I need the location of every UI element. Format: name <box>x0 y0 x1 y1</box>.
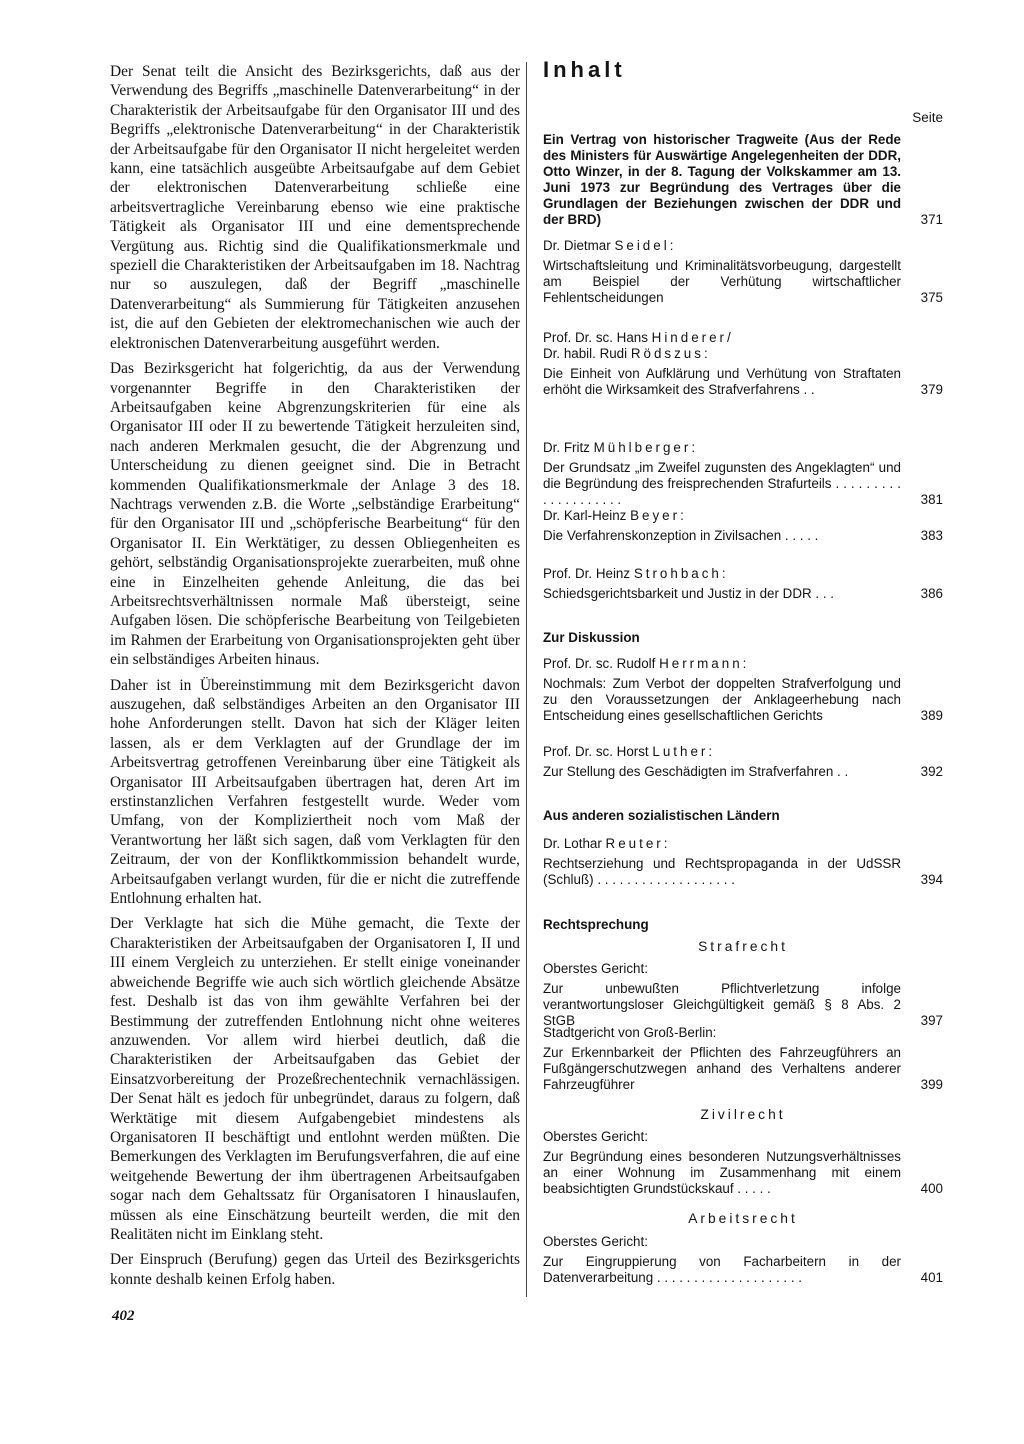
toc-entry <box>543 836 943 888</box>
toc-entry-page: 386 <box>920 586 943 601</box>
toc-entry-title: Der Grundsatz „im Zweifel zugunsten des Angeklagten“ und die Begründung des freisprechenden Strafurteils . . . . . . . . . . . . . . . . . . . . <box>543 460 901 507</box>
toc-entry-title: Wirtschaftsleitung und Kriminalitätsvorbeugung, dargestellt am Beispiel der Verhütung wirtschaftlicher Fehlentscheidungen <box>543 258 901 305</box>
toc-entry-title: Zur Begründung eines besonderen Nutzungsverhältnisses an einer Wohnung im Zusammenhang mit einem beabsichtigten Grundstückskauf . . . . . <box>543 1149 901 1196</box>
author-suffix: : <box>680 508 684 523</box>
toc-entry-title: Nochmals: Zum Verbot der doppelten Strafverfolgung und zu den Voraussetzungen der Anklageerhebung nach Entscheidung eines gesellschaftlichen Gerichts <box>543 676 901 723</box>
toc-entry-title: Ein Vertrag von historischer Tragweite (Aus der Rede des Ministers für Auswärtige Angelegenheiten der DDR, Otto Winzer, in der 8. Tagung der Volkskammer am 13. Juni 1973 zur Begründung des Vertrages über die Grundlagen der Beziehungen zwischen der DDR und der BRD) <box>543 132 901 227</box>
toc-entry-title: Zur unbewußten Pflichtverletzung infolge verantwortungsloser Gleichgültigkeit gemäß § 8 Abs. 2 StGB <box>543 981 901 1028</box>
toc-entry <box>543 440 943 508</box>
author-first: Prof. Dr. Heinz <box>543 566 631 581</box>
toc-entry-author-2 <box>543 346 943 362</box>
toc-entry <box>543 330 943 398</box>
article-paragraph: Der Verklagte hat sich die Mühe gemacht, die Texte der Charakteristiken der Arbeitsaufgaben der Organisatoren I, II und III einem Vergleich zu unterziehen. Er stellt einige voneinander abweichende Begriffe wie auch sich wörtlich gleichende Absätze fest. Deshalb ist das von ihm gewählte Verfahren bei der Bestimmung der zutreffenden Entlohnung nicht ohne weiteres anzuwenden. Vor allem wird hierbei deutlich, daß die Charakteristiken der Arbeitsaufgaben das Gebiet der Einsatzvorbereitung der Prozeßrechentechnik vernachlässigen. Der Senat hält es jedoch für unbegründet, daraus zu folgern, daß Werktätige mit diesem Aufgabengebiet mindestens als Organisatoren II beschäftigt und entlohnt werden müßten. Die Bemerkungen des Verklagten im Berufungsverfahren, die auf eine weitgehende Bewertung der ihm übertragenen Arbeitsaufgaben sogar nach dem Gehaltssatz für Organisatoren I hinauslaufen, müssen als eine Einschätzung beurteilt werden, die mit den Realitäten nicht im Einklang steht. <box>110 915 520 1243</box>
toc-entry-author <box>543 238 943 254</box>
page-column-label: Seite <box>912 110 943 125</box>
author-surname: Mühlberger <box>593 440 692 455</box>
toc-entry-page: 397 <box>920 1013 943 1028</box>
toc-entry-page: 381 <box>920 492 943 507</box>
author-first: Dr. Lothar <box>543 836 602 851</box>
court-name: Oberstes Gericht: <box>543 961 648 976</box>
author-first: Dr. Karl-Heinz <box>543 508 627 523</box>
author-first: Dr. Dietmar <box>543 238 611 253</box>
toc-entry-title: Rechtserziehung und Rechtspropaganda in der UdSSR (Schluß) . . . . . . . . . . . . . . . . . . . <box>543 856 901 887</box>
toc-entry <box>543 1025 943 1093</box>
toc-entry-author <box>543 836 943 852</box>
toc-entry-author <box>543 440 943 456</box>
author-suffix: : <box>691 440 696 455</box>
toc-entry-page: 399 <box>920 1077 943 1092</box>
author-suffix: : <box>669 238 674 253</box>
article-paragraph: Das Bezirksgericht hat folgerichtig, da aus der Verwendung vorgenannter Begriffe in den Charakteristiken der Arbeitsaufgaben keine Abgrenzungskriterien für eine als Organisator III oder II zu bewertende Tätigkeit herzuleiten sind, nach anderen Merkmalen gesucht, die der Abgrenzung und Unterscheidung zu dienen geeignet sind. Die in Betracht kommenden Qualifikationsmerkmale der Anlage 3 des 18. Nachtrags verwenden z.B. die Worte „selbständige Erarbeitung“ für den Organisator III und „schöpferische Bearbeitung“ für den Organisator II. Ein Werktätiger, zu dessen Obliegenheiten es gehört, selbständig Organisationsprojekte zuerarbeiten, muß ohne eine in Einzelheiten gehende Anleitung, die das bei Arbeitsrechtsverhältnissen normale Maß übersteigt, seine Aufgaben lösen. Die schöpferische Bearbeitung von Teilgebieten im Rahmen der Erarbeitung von Organisationsprojekten geht über ein selbständiges Arbeiten hinaus. <box>110 360 520 669</box>
section-heading: Aus anderen sozialistischen Ländern <box>543 808 780 823</box>
author-first: Dr. Fritz <box>543 440 590 455</box>
section-heading: Rechtsprechung <box>543 917 649 932</box>
toc-entry <box>543 238 943 306</box>
toc-entry-page: 400 <box>920 1181 943 1196</box>
toc-entry-title: Zur Stellung des Geschädigten im Strafverfahren . . <box>543 764 849 779</box>
author-surname: Luther <box>652 744 709 759</box>
subsection-heading: Arbeitsrecht <box>688 1211 798 1226</box>
author-first: Prof. Dr. sc. Hans <box>543 330 648 345</box>
court-name: Oberstes Gericht: <box>543 1129 648 1144</box>
author-surname: Hinderer <box>651 330 728 345</box>
author-suffix: / <box>727 330 731 345</box>
toc-entry-page: 392 <box>920 764 943 779</box>
toc-entry-title: Zur Erkennbarkeit der Pflichten des Fahrzeugführers an Fußgängerschutzwegen anhand des Verhaltens anderer Fahrzeugführer <box>543 1045 901 1092</box>
toc-heading: Inhalt <box>543 57 626 82</box>
table-of-contents <box>543 57 943 1285</box>
toc-entry-author <box>543 330 943 346</box>
toc-entry-title: Zur Eingruppierung von Facharbeitern in der Datenverarbeitung . . . . . . . . . . . . . . . . . . . . <box>543 1254 901 1285</box>
toc-entry <box>543 128 943 228</box>
toc-entry-title: Die Verfahrenskonzeption in Zivilsachen . . . . . <box>543 528 819 543</box>
toc-entry-author <box>543 566 943 582</box>
toc-entry <box>543 1234 943 1286</box>
section-heading: Zur Diskussion <box>543 630 640 645</box>
author-surname: Seidel <box>614 238 670 253</box>
toc-entry-page: 401 <box>920 1270 943 1285</box>
author-suffix: : <box>721 566 726 581</box>
subsection-heading: Strafrecht <box>698 939 788 954</box>
author-suffix: : <box>663 836 668 851</box>
toc-entry-page: 389 <box>920 708 943 723</box>
toc-entry-page: 371 <box>920 212 943 227</box>
toc-entry <box>543 566 943 602</box>
article-column <box>110 62 520 1295</box>
toc-entry-title: Schiedsgerichtsbarkeit und Justiz in der DDR . . . <box>543 586 834 601</box>
author-first: Dr. habil. Rudi <box>543 346 628 361</box>
article-paragraph: Der Einspruch (Berufung) gegen das Urteil des Bezirksgerichts konnte deshalb keinen Erfolg haben. <box>110 1251 520 1288</box>
column-divider <box>526 62 527 1297</box>
toc-entry-page: 383 <box>920 528 943 543</box>
court-name: Stadtgericht von Groß-Berlin: <box>543 1025 717 1040</box>
toc-entry <box>543 744 943 780</box>
author-surname: Strohbach <box>633 566 722 581</box>
toc-entry-page: 375 <box>920 290 943 305</box>
toc-entry-author <box>543 744 943 760</box>
author-surname: Rödszus <box>630 346 704 361</box>
toc-entry-author <box>543 508 943 524</box>
author-surname: Beyer <box>630 508 681 523</box>
toc-entry-page: 394 <box>920 872 943 887</box>
author-first: Prof. Dr. sc. Horst <box>543 744 649 759</box>
author-surname: Reuter <box>605 836 664 851</box>
toc-entry <box>543 508 943 544</box>
author-suffix: : <box>742 656 747 671</box>
toc-entry <box>543 961 943 1029</box>
toc-entry-title: Die Einheit von Aufklärung und Verhütung von Straftaten erhöht die Wirksamkeit des Strafverfahrens . . <box>543 366 901 397</box>
court-name: Oberstes Gericht: <box>543 1234 648 1249</box>
article-paragraph: Daher ist in Übereinstimmung mit dem Bezirksgericht davon auszugehen, daß selbständiges Arbeiten an den Organisator III hohe Anforderungen stellt. Davon hat sich der Kläger leiten lassen, als er dem Verklagten auf der Grundlage der im Arbeitsvertrag getroffenen Vereinbarung über eine Tätigkeit als Organisator III Arbeitsaufgaben übertragen hat, deren Art im erstinstanzlichen Verfahren festgestellt wurde. Weder vom Umfang, von der Kompliziertheit noch vom Maß der Verantwortung her läßt sich sagen, daß vom Verklagten für den Zeitraum, der von der Konfliktkommission behandelt wurde, Arbeitsaufgaben verlangt wurden, für die er nicht die zutreffende Entlohnung erhalten hat. <box>110 676 520 908</box>
author-suffix: : <box>708 744 713 759</box>
author-first: Prof. Dr. sc. Rudolf <box>543 656 656 671</box>
toc-entry-page: 379 <box>920 382 943 397</box>
page-number: 402 <box>112 1308 135 1324</box>
toc-entry <box>543 1129 943 1197</box>
toc-entry <box>543 656 943 724</box>
subsection-heading: Zivilrecht <box>700 1107 786 1122</box>
author-surname: Herrmann <box>659 656 743 671</box>
article-paragraph: Der Senat teilt die Ansicht des Bezirksgerichts, daß aus der Verwendung des Begriffs „maschinelle Datenverarbeitung“ in der Charakteristik der Arbeitsaufgabe für den Organisator III und des Begriffs „elektronische Datenverarbeitung“ in der Charakteristik der Arbeitsaufgabe für den Organisator II nicht hergeleitet werden kann, eine tatsächlich ausgeübte Arbeitsaufgabe auf dem Gebiet der elektronischen Datenverarbeitung schließe eine arbeitsvertragliche Vereinbarung ebenso wie eine praktische Tätigkeit als Organisator III und eine dementsprechende Vergütung aus. Richtig sind die Qualifikationsmerkmale und speziell die Charakteristiken der Arbeitsaufgaben im 18. Nachtrag nur so auszulegen, daß der Begriff „maschinelle Datenverarbeitung“ als Summierung für Tätigkeiten anzusehen ist, die auf den Gebieten der elektromechanischen wie auch der elektronischen Datenverarbeitung ausgeführt werden. <box>110 63 520 352</box>
author-suffix: : <box>703 346 708 361</box>
toc-entry-author <box>543 656 943 672</box>
